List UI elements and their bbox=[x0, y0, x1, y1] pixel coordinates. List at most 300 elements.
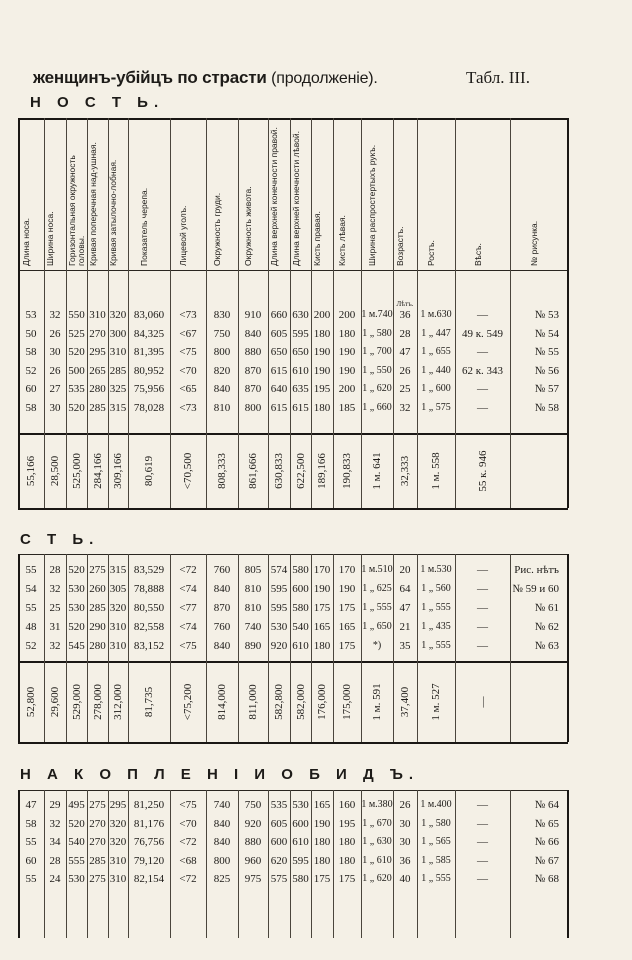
table-cell: — bbox=[477, 621, 488, 633]
table-cell: 640 bbox=[270, 383, 288, 395]
table-cell: 320 bbox=[109, 817, 127, 830]
table-cell: 280 bbox=[89, 383, 106, 395]
average-value: 525,000 bbox=[70, 453, 83, 489]
average-value: 52,800 bbox=[25, 686, 37, 718]
table-cell: 535 bbox=[270, 799, 288, 811]
table-cell: 820 bbox=[213, 364, 231, 377]
average-cell bbox=[268, 665, 290, 739]
table-cell: — bbox=[477, 799, 488, 811]
table-cell: 1 „ 670 bbox=[362, 817, 392, 829]
table-cell: 83,060 bbox=[133, 309, 165, 321]
table-cell: 1 „ 555 bbox=[421, 640, 451, 651]
table-cell: <74 bbox=[179, 621, 197, 633]
table-cell: 195 bbox=[313, 383, 331, 395]
table-cell: 275 bbox=[89, 564, 106, 576]
table-cell: 285 bbox=[89, 854, 106, 867]
table-cell: 540 bbox=[68, 836, 85, 848]
table-cell: <73 bbox=[179, 309, 197, 321]
column-header bbox=[44, 120, 66, 270]
average-cell bbox=[417, 436, 455, 506]
table-cell: <68 bbox=[179, 854, 197, 867]
table-cell: 265 bbox=[89, 364, 106, 377]
table-cell: 175 bbox=[338, 640, 356, 652]
average-cell bbox=[268, 436, 290, 506]
table-cell: <70 bbox=[179, 364, 197, 377]
table-cell: 310 bbox=[89, 309, 106, 321]
column-header bbox=[510, 120, 567, 270]
average-cell bbox=[18, 665, 44, 739]
table-cell: 295 bbox=[89, 346, 106, 358]
table-cell: 595 bbox=[270, 602, 288, 614]
average-value: 529,000 bbox=[70, 684, 83, 720]
average-cell bbox=[417, 665, 455, 739]
table-cell: 26 bbox=[399, 799, 411, 811]
table-cell: 175 bbox=[313, 873, 331, 885]
table-cell: 310 bbox=[109, 854, 127, 867]
table-cell: 175 bbox=[338, 873, 356, 885]
table-cell: 530 bbox=[68, 873, 85, 885]
table-cell: 21 bbox=[399, 621, 411, 633]
column-header-label: Кисть лѣвая. bbox=[337, 215, 347, 266]
table-cell: 800 bbox=[213, 854, 231, 867]
table-cell: 1 „ 560 bbox=[421, 583, 451, 594]
table-cell: № 59 и 60 bbox=[512, 583, 559, 595]
table-cell: 650 bbox=[270, 346, 288, 358]
table-cell: 315 bbox=[109, 564, 127, 576]
table-cell: 35 bbox=[399, 640, 411, 652]
table-cell: 840 bbox=[213, 383, 231, 395]
table-cell: 870 bbox=[244, 364, 262, 377]
table-cell: 830 bbox=[213, 309, 231, 321]
average-cell bbox=[87, 665, 108, 739]
table-cell: 34 bbox=[49, 836, 61, 848]
average-cell bbox=[206, 665, 238, 739]
average-value: 814,000 bbox=[216, 684, 228, 720]
table-cell: № 62 bbox=[534, 621, 559, 633]
table-cell: 800 bbox=[244, 401, 262, 414]
table-cell: 310 bbox=[109, 873, 127, 885]
page-title-continued: (продолженіе). bbox=[271, 70, 378, 87]
average-value: 861,666 bbox=[247, 453, 259, 489]
table-cell: 26 bbox=[49, 327, 61, 340]
table-cell: 550 bbox=[68, 309, 85, 321]
table-cell: 600 bbox=[292, 817, 309, 830]
table-cell: 530 bbox=[292, 799, 309, 811]
column-header bbox=[290, 120, 311, 270]
table-cell: 180 bbox=[338, 327, 356, 340]
table-label: Табл. III. bbox=[466, 68, 530, 87]
table-cell: № 56 bbox=[534, 364, 559, 377]
column-divider bbox=[567, 118, 569, 508]
table-cell: 960 bbox=[244, 854, 262, 867]
average-value: 55,166 bbox=[25, 455, 37, 487]
section3-heading: Н А К О П Л Е Н І И О Б И Д Ъ. bbox=[20, 766, 420, 783]
table-cell: 630 bbox=[292, 309, 309, 321]
average-cell bbox=[455, 436, 510, 506]
table-cell: 920 bbox=[270, 640, 288, 652]
column-header bbox=[206, 120, 238, 270]
table-cell: 615 bbox=[270, 364, 288, 377]
table-cell: 525 bbox=[68, 327, 85, 340]
table-cell: 305 bbox=[109, 583, 127, 595]
table-cell: № 53 bbox=[534, 309, 559, 321]
table-cell: 270 bbox=[89, 836, 106, 848]
average-cell bbox=[393, 436, 417, 506]
average-value: 811,000 bbox=[247, 684, 259, 720]
table-cell: 1 м.510 bbox=[361, 564, 393, 575]
table-cell: 47 bbox=[399, 346, 411, 358]
table-cell: 300 bbox=[109, 327, 127, 340]
table-cell: 325 bbox=[109, 383, 127, 395]
table-cell: 81,176 bbox=[133, 817, 165, 830]
average-value: 81,735 bbox=[143, 686, 155, 718]
table-cell: 760 bbox=[213, 621, 231, 633]
table-cell: 975 bbox=[244, 873, 262, 885]
average-value: 55 к. 946 bbox=[476, 450, 489, 492]
table-cell: 20 bbox=[399, 564, 411, 576]
table-cell: 165 bbox=[338, 621, 356, 633]
table-cell: № 67 bbox=[534, 854, 559, 867]
table-cell: 26 bbox=[399, 364, 411, 377]
table-cell: 870 bbox=[244, 383, 262, 395]
table-cell: 29 bbox=[49, 799, 61, 811]
table-cell: 1 м.630 bbox=[420, 309, 452, 320]
average-value: 582,800 bbox=[273, 684, 285, 720]
table-cell: 190 bbox=[313, 364, 331, 377]
table-cell: 195 bbox=[338, 817, 356, 830]
table-cell: 285 bbox=[109, 364, 127, 377]
table-cell: 295 bbox=[109, 799, 127, 811]
average-value: 312,000 bbox=[112, 684, 124, 720]
average-value: 37,400 bbox=[399, 686, 411, 718]
table-cell: <74 bbox=[179, 583, 197, 595]
table-cell: 840 bbox=[213, 640, 231, 652]
table-cell: 1 „ 660 bbox=[362, 401, 392, 413]
table-cell: 82,154 bbox=[133, 873, 165, 885]
column-header bbox=[128, 120, 170, 270]
table-cell: 24 bbox=[49, 873, 61, 885]
table-cell: 76,756 bbox=[133, 836, 165, 848]
section2-top-rule bbox=[18, 554, 568, 555]
average-cell bbox=[238, 665, 268, 739]
table-cell: 1 „ 575 bbox=[421, 401, 451, 413]
table-cell: — bbox=[477, 602, 488, 614]
table-cell: 60 bbox=[25, 854, 37, 867]
table-cell: — bbox=[477, 873, 488, 885]
table-cell: 175 bbox=[313, 602, 331, 614]
column-header bbox=[417, 120, 455, 270]
table-cell: 81,395 bbox=[133, 346, 165, 358]
average-cell bbox=[311, 665, 333, 739]
table-cell: 75,956 bbox=[133, 383, 165, 395]
table-cell: 320 bbox=[109, 602, 127, 614]
column-header bbox=[268, 120, 290, 270]
table-cell: 740 bbox=[244, 621, 262, 633]
table-cell: 805 bbox=[244, 564, 262, 576]
table-cell: 190 bbox=[338, 364, 356, 377]
table-cell: 32 bbox=[49, 309, 61, 321]
average-cell bbox=[87, 436, 108, 506]
table-cell: 595 bbox=[292, 854, 309, 867]
table-cell: 47 bbox=[399, 602, 411, 614]
column-header bbox=[238, 120, 268, 270]
table-cell: 190 bbox=[338, 346, 356, 358]
table-cell: 190 bbox=[313, 817, 331, 830]
table-cell: <70 bbox=[179, 817, 197, 830]
table-cell: 32 bbox=[49, 640, 61, 652]
table-cell: 55 bbox=[25, 873, 37, 885]
table-cell: 1 м.400 bbox=[420, 799, 452, 810]
table-cell: 605 bbox=[270, 817, 288, 830]
table-cell: <72 bbox=[179, 564, 197, 576]
column-header bbox=[393, 120, 417, 270]
table-cell: 520 bbox=[68, 401, 85, 414]
average-cell bbox=[333, 436, 361, 506]
average-value: 189,166 bbox=[316, 453, 328, 489]
table-cell: 810 bbox=[244, 602, 262, 614]
column-header-label: Вѣсъ. bbox=[472, 243, 483, 266]
column-header bbox=[66, 120, 87, 270]
average-value: 176,000 bbox=[316, 684, 328, 720]
table-cell: 920 bbox=[244, 817, 262, 830]
table-cell: 595 bbox=[292, 327, 309, 340]
age-unit-label: Лѣтъ. bbox=[396, 300, 414, 308]
section1-data-bottom-rule bbox=[18, 433, 568, 435]
column-divider bbox=[567, 790, 569, 938]
table-cell: <73 bbox=[179, 401, 197, 414]
table-cell: 84,325 bbox=[133, 327, 165, 340]
table-cell: 49 к. 549 bbox=[461, 327, 504, 340]
table-cell: 80,952 bbox=[133, 364, 165, 377]
column-header-label: Лицевой уголъ. bbox=[178, 205, 188, 266]
column-header-label: Кисть правая. bbox=[312, 211, 322, 266]
table-cell: 810 bbox=[244, 583, 262, 595]
average-cell bbox=[18, 436, 44, 506]
table-cell: 55 bbox=[25, 564, 37, 576]
table-cell: 31 bbox=[49, 621, 61, 633]
table-cell: 170 bbox=[338, 564, 356, 576]
table-cell: 79,120 bbox=[133, 854, 165, 867]
table-cell: 615 bbox=[270, 401, 288, 414]
table-cell: 1 „ 585 bbox=[421, 854, 451, 866]
column-header bbox=[87, 120, 108, 270]
table-cell: № 57 bbox=[534, 383, 559, 395]
table-cell: 32 bbox=[399, 401, 411, 414]
table-cell: 495 bbox=[68, 799, 85, 811]
table-cell: 1 „ 625 bbox=[362, 583, 392, 594]
average-cell bbox=[333, 665, 361, 739]
table-cell: 1 „ 600 bbox=[421, 383, 451, 394]
table-cell: № 65 bbox=[534, 817, 559, 830]
column-header bbox=[311, 120, 333, 270]
column-header-label: Длина носа. bbox=[21, 217, 31, 266]
table-cell: 1 „ 620 bbox=[362, 873, 392, 884]
table-cell: № 55 bbox=[534, 346, 559, 358]
table-cell: № 61 bbox=[534, 602, 559, 614]
table-cell: 285 bbox=[89, 401, 106, 414]
table-cell: 30 bbox=[399, 817, 411, 830]
average-cell bbox=[44, 436, 66, 506]
average-cell bbox=[290, 436, 311, 506]
table-cell: 1 „ 630 bbox=[362, 836, 392, 847]
table-cell: — bbox=[477, 854, 488, 867]
table-cell: 50 bbox=[25, 327, 37, 340]
table-cell: 840 bbox=[213, 836, 231, 848]
table-cell: — bbox=[477, 346, 488, 358]
table-cell: Рис. нѣтъ bbox=[514, 564, 559, 576]
table-cell: 600 bbox=[292, 583, 309, 595]
table-cell: — bbox=[477, 817, 488, 830]
table-cell: — bbox=[477, 309, 488, 321]
section3-top-rule bbox=[18, 790, 568, 791]
table-cell: 610 bbox=[292, 640, 309, 652]
column-header bbox=[455, 120, 510, 270]
column-header-label: Длина верхней конечности лѣвой. bbox=[290, 130, 301, 266]
column-header-label: Ширина распростертыхъ рукъ. bbox=[367, 144, 377, 266]
table-cell: 30 bbox=[49, 401, 61, 414]
table-cell: 1 „ 610 bbox=[362, 854, 392, 866]
column-header bbox=[170, 120, 206, 270]
table-cell: 160 bbox=[338, 799, 356, 811]
average-cell bbox=[128, 665, 170, 739]
column-header-label: Кривая поперечная над-ушная. bbox=[87, 142, 98, 266]
table-cell: 1 м.530 bbox=[420, 564, 452, 575]
table-cell: 1 „ 580 bbox=[421, 817, 451, 829]
table-cell: 545 bbox=[68, 640, 85, 652]
table-cell: 535 bbox=[68, 383, 85, 395]
table-cell: — bbox=[477, 640, 488, 652]
table-cell: 595 bbox=[270, 583, 288, 595]
average-value: 284,166 bbox=[91, 453, 104, 489]
table-cell: 310 bbox=[109, 346, 127, 358]
average-cell bbox=[361, 436, 393, 506]
table-cell: 290 bbox=[89, 621, 106, 633]
table-cell: <65 bbox=[179, 383, 197, 395]
table-cell: 30 bbox=[399, 836, 411, 848]
table-cell: 28 bbox=[49, 564, 61, 576]
table-cell: 530 bbox=[68, 602, 85, 614]
table-cell: 1 „ 447 bbox=[421, 327, 451, 339]
table-cell: 270 bbox=[89, 817, 106, 830]
table-cell: — bbox=[477, 401, 488, 414]
table-cell: 55 bbox=[25, 836, 37, 848]
section2-heading: С Т Ь. bbox=[20, 531, 100, 548]
table-cell: 800 bbox=[213, 346, 231, 358]
section2-avg-bottom-rule bbox=[18, 742, 568, 744]
table-cell: 78,888 bbox=[133, 583, 165, 595]
average-value: 582,000 bbox=[294, 684, 307, 720]
column-header-label: Показатель черепа. bbox=[139, 187, 149, 266]
table-cell: 1 „ 565 bbox=[421, 836, 451, 847]
table-cell: № 66 bbox=[534, 836, 559, 848]
table-cell: 180 bbox=[313, 836, 331, 848]
page-title-bold: женщинъ-убійцъ по страсти bbox=[33, 68, 267, 87]
table-cell: *) bbox=[372, 640, 382, 651]
table-cell: 310 bbox=[109, 640, 127, 652]
table-cell: — bbox=[477, 583, 488, 595]
average-cell bbox=[108, 665, 128, 739]
table-cell: 660 bbox=[270, 309, 288, 321]
table-cell: 810 bbox=[213, 401, 231, 414]
table-cell: 60 bbox=[25, 383, 37, 395]
table-cell: 320 bbox=[109, 309, 127, 321]
table-cell: 36 bbox=[399, 309, 411, 321]
table-cell: 80,550 bbox=[133, 602, 165, 614]
table-cell: 180 bbox=[313, 640, 331, 652]
table-cell: № 68 bbox=[534, 873, 559, 885]
column-header bbox=[108, 120, 128, 270]
table-cell: 600 bbox=[270, 836, 288, 848]
average-value: 622,500 bbox=[294, 453, 307, 489]
table-cell: 605 bbox=[270, 327, 288, 340]
table-cell: 32 bbox=[49, 583, 61, 595]
average-value: 309,166 bbox=[112, 453, 124, 489]
average-value: 32,333 bbox=[399, 455, 411, 487]
table-cell: 58 bbox=[25, 401, 37, 414]
table-cell: 760 bbox=[213, 564, 231, 576]
table-cell: 1 „ 655 bbox=[421, 346, 451, 357]
table-cell: 81,250 bbox=[133, 799, 165, 811]
table-cell: 180 bbox=[338, 854, 356, 867]
table-cell: 1 „ 440 bbox=[421, 364, 451, 376]
column-header-label: Длина верхней конечности правой. bbox=[269, 127, 279, 266]
table-cell: <75 bbox=[179, 640, 197, 652]
table-cell: 530 bbox=[68, 583, 85, 595]
average-value: 190,833 bbox=[341, 453, 353, 489]
column-header-label: Ростъ. bbox=[426, 240, 436, 266]
table-cell: 540 bbox=[292, 621, 309, 633]
table-cell: 610 bbox=[292, 364, 309, 377]
table-cell: № 63 bbox=[534, 640, 559, 652]
table-cell: 52 bbox=[25, 364, 37, 377]
table-cell: 64 bbox=[399, 583, 411, 595]
table-cell: 1 „ 435 bbox=[421, 621, 451, 632]
table-cell: 315 bbox=[109, 401, 127, 414]
table-cell: 1 м.380 bbox=[361, 799, 393, 810]
column-header-label: Ширина носа. bbox=[45, 211, 55, 266]
table-cell: 82,558 bbox=[133, 621, 165, 633]
table-cell: 580 bbox=[292, 602, 309, 614]
column-header-label: Окружность груди. bbox=[212, 192, 222, 266]
average-cell bbox=[128, 436, 170, 506]
table-cell: — bbox=[477, 383, 488, 395]
table-cell: 200 bbox=[313, 309, 331, 321]
table-cell: 47 bbox=[25, 799, 37, 811]
table-cell: 580 bbox=[292, 873, 309, 885]
table-cell: 750 bbox=[244, 799, 262, 811]
section2-data-bottom-rule bbox=[18, 661, 568, 663]
table-cell: 180 bbox=[313, 854, 331, 867]
table-cell: 520 bbox=[68, 346, 85, 358]
table-cell: 190 bbox=[338, 583, 356, 595]
table-cell: 635 bbox=[292, 383, 309, 395]
table-cell: 574 bbox=[270, 564, 288, 576]
table-cell: 310 bbox=[109, 621, 127, 633]
table-cell: 320 bbox=[109, 836, 127, 848]
section1-avg-bottom-rule bbox=[18, 508, 568, 510]
table-cell: № 58 bbox=[534, 401, 559, 414]
table-cell: 840 bbox=[213, 817, 231, 830]
average-value: <75,200 bbox=[182, 683, 194, 721]
average-value: 1 м. 641 bbox=[371, 452, 383, 490]
average-cell bbox=[455, 665, 510, 739]
column-divider bbox=[567, 554, 569, 742]
average-cell bbox=[311, 436, 333, 506]
column-header bbox=[18, 120, 44, 270]
table-cell: 48 bbox=[25, 621, 37, 633]
table-cell: 275 bbox=[89, 873, 106, 885]
table-cell: 555 bbox=[68, 854, 85, 867]
